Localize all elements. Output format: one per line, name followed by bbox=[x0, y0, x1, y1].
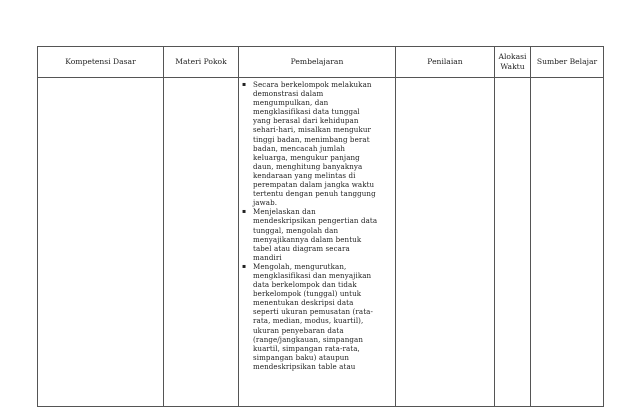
pembelajaran-line: menentukan deskripsi data bbox=[253, 298, 354, 308]
pembelajaran-line: tinggi badan, menimbang berat bbox=[253, 134, 370, 144]
lesson-plan-table bbox=[37, 46, 604, 407]
cell-alokasi-waktu bbox=[495, 78, 531, 407]
pembelajaran-line: keluarga, mengukur panjang bbox=[253, 152, 360, 162]
cell-materi-pokok bbox=[164, 78, 239, 407]
bullet-square-icon: ▪ bbox=[242, 208, 247, 216]
pembelajaran-line: mendeskripsikan table atau bbox=[253, 361, 356, 371]
table-row bbox=[38, 78, 604, 407]
header-alokasi-waktu-line1: Alokasi bbox=[498, 52, 527, 62]
bullet-square-icon: ▪ bbox=[242, 81, 247, 88]
pembelajaran-line: tunggal, mengolah dan bbox=[253, 225, 339, 235]
pembelajaran-line: tabel atau diagram secara bbox=[253, 243, 350, 253]
pembelajaran-line: seperti ukuran pemusatan (rata- bbox=[253, 307, 373, 317]
header-penilaian: Penilaian bbox=[396, 47, 495, 78]
pembelajaran-line: ukuran penyebaran data bbox=[253, 325, 344, 335]
pembelajaran-line: mengumpulkan, dan bbox=[253, 98, 329, 108]
pembelajaran-line: simpangan baku) ataupun bbox=[253, 352, 350, 362]
cell-sumber-belajar bbox=[531, 78, 604, 407]
header-alokasi-waktu bbox=[495, 47, 531, 78]
list-item bbox=[242, 207, 391, 262]
list-item bbox=[242, 80, 391, 207]
pembelajaran-line: mengklasifikasi dan menyajikan bbox=[253, 270, 372, 280]
pembelajaran-line: kuartil, simpangan rata-rata, bbox=[253, 343, 360, 353]
header-materi-pokok: Materi Pokok bbox=[164, 47, 239, 78]
pembelajaran-line: perempatan dalam jangka waktu bbox=[253, 180, 375, 190]
pembelajaran-line: (range/jangkauan, simpangan bbox=[253, 334, 364, 344]
pembelajaran-line: kendaraan yang melintas di bbox=[253, 170, 356, 180]
pembelajaran-line: Menjelaskan dan bbox=[253, 207, 316, 217]
pembelajaran-line: demonstrasi dalam bbox=[253, 89, 324, 99]
cell-penilaian bbox=[396, 78, 495, 407]
list-item bbox=[242, 262, 391, 371]
cell-pembelajaran bbox=[239, 78, 396, 407]
bullet-square-icon: ▪ bbox=[242, 262, 247, 270]
pembelajaran-line: tertentu dengan penuh tanggung bbox=[253, 189, 376, 199]
header-alokasi-waktu-line2: Waktu bbox=[500, 62, 525, 71]
pembelajaran-line: Mengolah, mengurutkan, bbox=[253, 261, 347, 271]
pembelajaran-line: mendeskripsikan pengertian data bbox=[253, 216, 378, 226]
header-sumber-belajar: Sumber Belajar bbox=[531, 47, 604, 78]
pembelajaran-line: menyajikannya dalam bentuk bbox=[253, 234, 362, 244]
pembelajaran-line: mengklasifikasi data tunggal bbox=[253, 107, 360, 117]
pembelajaran-list bbox=[239, 78, 395, 371]
header-pembelajaran: Pembelajaran bbox=[239, 47, 396, 78]
pembelajaran-line: daun, menghitung banyaknya bbox=[253, 161, 363, 171]
pembelajaran-line: badan, mencacah jumlah bbox=[253, 143, 346, 153]
pembelajaran-line: Secara berkelompok melakukan bbox=[253, 80, 372, 89]
pembelajaran-line: yang berasal dari kehidupan bbox=[253, 116, 359, 126]
pembelajaran-line: data berkelompok dan tidak bbox=[253, 280, 357, 290]
header-kompetensi-dasar: Kompetensi Dasar bbox=[38, 47, 164, 78]
pembelajaran-line: mandiri bbox=[253, 252, 282, 262]
pembelajaran-line: berkelompok (tunggal) untuk bbox=[253, 289, 362, 299]
cell-kompetensi-dasar bbox=[38, 78, 164, 407]
table-header-row bbox=[38, 47, 604, 78]
pembelajaran-line: sehari-hari, misalkan mengukur bbox=[253, 125, 372, 135]
pembelajaran-line: jawab. bbox=[253, 198, 278, 208]
pembelajaran-line: rata, median, modus, kuartil), bbox=[253, 316, 364, 326]
